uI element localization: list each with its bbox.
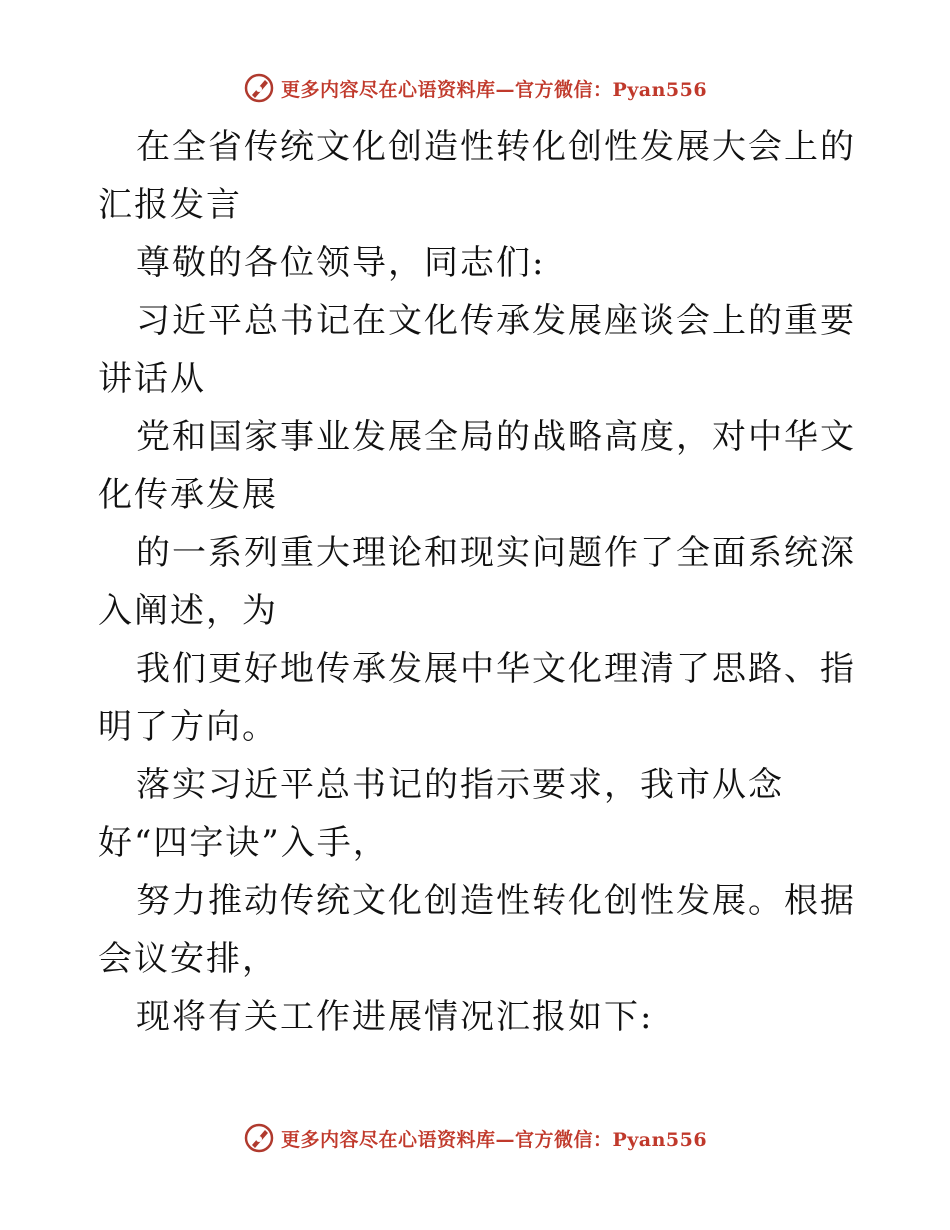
pen-logo-icon: [243, 72, 275, 104]
paragraph: 的一系列重大理论和现实问题作了全面系统深入阐述，为: [98, 533, 856, 631]
paragraph: 党和国家事业发展全局的战略高度，对中华文化传承发展: [98, 417, 856, 515]
paragraph-title: 在全省传统文化创造性转化创性发展大会上的汇报发言: [98, 127, 856, 225]
document-body: [98, 118, 858, 1046]
paragraph: 习近平总书记在文化传承发展座谈会上的重要讲话从: [98, 301, 856, 399]
paragraph: 我们更好地传承发展中华文化理清了思路、指明了方向。: [98, 649, 856, 747]
watermark-text: 更多内容尽在心语资料库—官方微信：Pyan556: [280, 78, 708, 101]
watermark-text: 更多内容尽在心语资料库—官方微信：Pyan556: [280, 1128, 708, 1151]
pen-logo-icon: [243, 1122, 275, 1154]
paragraph-salutation: 尊敬的各位领导，同志们:: [136, 243, 546, 283]
header-watermark: [0, 72, 950, 104]
paragraph: 现将有关工作进展情况汇报如下:: [136, 997, 654, 1037]
paragraph: 落实习近平总书记的指示要求，我市从念好“四字诀”入手，: [98, 765, 784, 863]
paragraph: 努力推动传统文化创造性转化创性发展。根据会议安排，: [98, 881, 856, 979]
footer-watermark: [0, 1122, 950, 1154]
